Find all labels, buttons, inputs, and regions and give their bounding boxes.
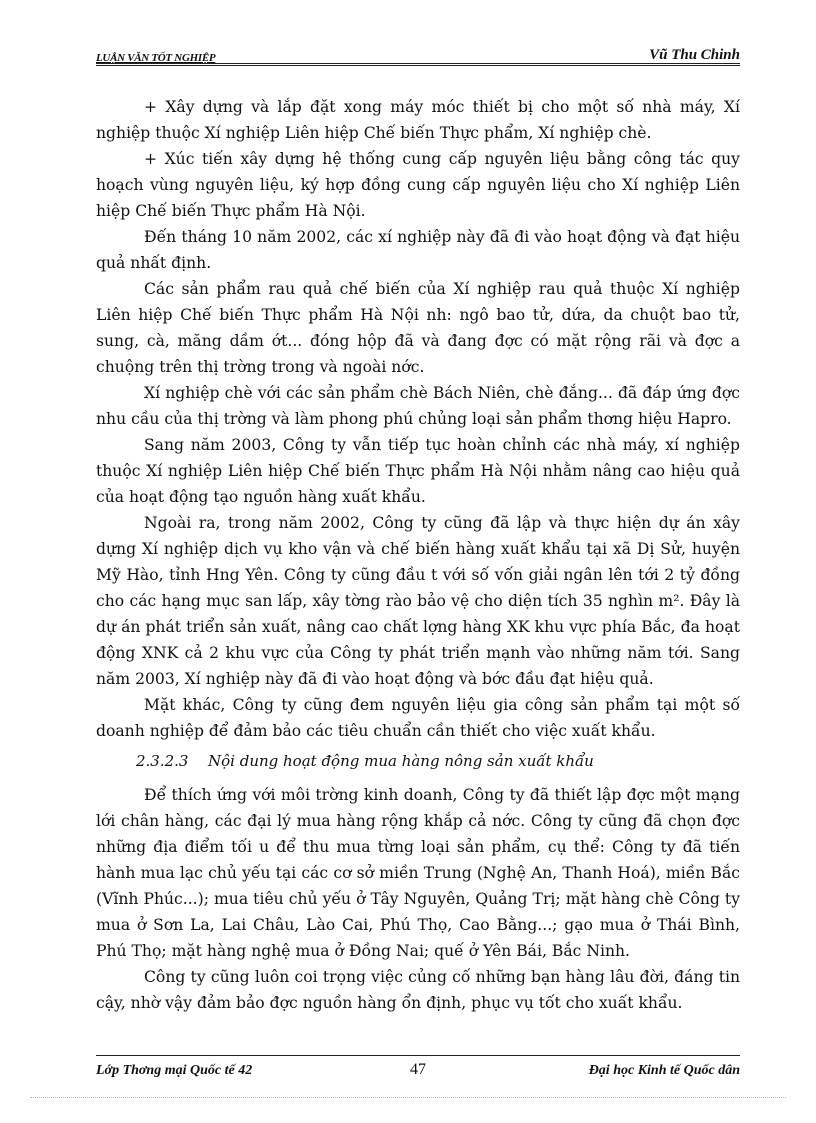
body-paragraph: Công ty cũng luôn coi trọng việc củng cố những bạn hàng lâu đời, đáng tin cậy, nhờ vậy đảm bảo đợc nguồn hàng ổn định, phục vụ tốt cho xuất khẩu. — [96, 968, 740, 1012]
body-paragraph: Ngoài ra, trong năm 2002, Công ty cũng đã lập và thực hiện dự án xây dựng Xí nghiệp dịch vụ kho vận và chế biến hàng xuất khẩu tại xã Dị Sử, huyện Mỹ Hào, tỉnh Hng Yên. Công ty cũng đầu t với số vốn giải ngân lên tới 2 tỷ đồng cho các hạng mục san lấp, xây tờng rào bảo vệ cho diện tích 35 nghìn m². Đây là dự án phát triển sản xuất, nâng cao chất lợng hàng XK khu vực phía Bắc, đa hoạt động XNK cả 2 khu vực của Công ty phát triển mạnh vào những năm tới. Sang năm 2003, Xí nghiệp này đã đi vào hoạt động và bớc đầu đạt hiệu quả. — [96, 514, 740, 688]
body-paragraph: Để thích ứng với môi trờng kinh doanh, Công ty đã thiết lập đợc một mạng lới chân hàng, các đại lý mua hàng rộng khắp cả nớc. Công ty cũng đã chọn đợc những địa điểm tối u để thu mua từng loại sản phẩm, cụ thể: Công ty đã tiến hành mua lạc chủ yếu tại các cơ sở miền Trung (Nghệ An, Thanh Hoá), miền Bắc (Vĩnh Phúc...); mua tiêu chủ yếu ở Tây Nguyên, Quảng Trị; mặt hàng chè Công ty mua ở Sơn La, Lai Châu, Lào Cai, Phú Thọ, Cao Bằng...; gạo mua ở Thái Bình, Phú Thọ; mặt hàng nghệ mua ở Đồng Nai; quế ở Yên Bái, Bắc Ninh. — [96, 786, 740, 960]
page-bottom-dotted-divider — [30, 1097, 786, 1098]
page-footer — [96, 1055, 740, 1083]
body-paragraph: Sang năm 2003, Công ty vẫn tiếp tục hoàn chỉnh các nhà máy, xí nghiệp thuộc Xí nghiệp Liên hiệp Chế biến Thực phẩm Hà Nội nhằm nâng cao hiệu quả của hoạt động tạo nguồn hàng xuất khẩu. — [96, 436, 740, 506]
body-paragraph: Các sản phẩm rau quả chế biến của Xí nghiệp rau quả thuộc Xí nghiệp Liên hiệp Chế biến Thực phẩm Hà Nội nh: ngô bao tử, dứa, da chuột bao tử, sung, cà, măng dầm ớt... đóng hộp đã và đang đợc có mặt rộng rãi và đợc a chuộng trên thị trờng trong và ngoài nớc. — [96, 280, 740, 376]
body-paragraph: Mặt khác, Công ty cũng đem nguyên liệu gia công sản phẩm tại một số doanh nghiệp để đảm bảo các tiêu chuẩn cần thiết cho việc xuất khẩu. — [96, 696, 740, 740]
page-number: 47 — [410, 1061, 426, 1078]
body-paragraph: + Xây dựng và lắp đặt xong máy móc thiết bị cho một số nhà máy, Xí nghiệp thuộc Xí nghiệp Liên hiệp Chế biến Thực phẩm, Xí nghiệp chè. — [96, 98, 740, 142]
footer-rule — [96, 1055, 740, 1056]
footer-class-name: Lớp Thơng mại Quốc tế 42 — [96, 1063, 253, 1078]
body-paragraph: Xí nghiệp chè với các sản phẩm chè Bách Niên, chè đắng... đã đáp ứng đợc nhu cầu của thị trờng và làm phong phú chủng loại sản phẩm thơng hiệu Hapro. — [96, 384, 740, 428]
body-paragraph: + Xúc tiến xây dựng hệ thống cung cấp nguyên liệu bằng công tác quy hoạch vùng nguyên liệu, ký hợp đồng cung cấp nguyên liệu cho Xí nghiệp Liên hiệp Chế biến Thực phẩm Hà Nội. — [96, 150, 740, 220]
footer-university-name: Đại học Kinh tế Quốc dân — [588, 1063, 740, 1078]
section-heading — [96, 748, 740, 774]
header-rule — [96, 63, 740, 66]
body-paragraph: Đến tháng 10 năm 2002, các xí nghiệp này đã đi vào hoạt động và đạt hiệu quả nhất định. — [96, 228, 740, 272]
header-document-type: LUẬN VĂN TỐT NGHIỆP — [96, 52, 216, 64]
section-title: Nội dung hoạt động mua hàng nông sản xuất khẩu — [208, 752, 594, 770]
page-header — [96, 44, 740, 66]
page-body — [96, 94, 740, 1016]
header-author-name: Vũ Thu Chinh — [649, 47, 740, 63]
section-number: 2.3.2.3 — [136, 752, 189, 770]
